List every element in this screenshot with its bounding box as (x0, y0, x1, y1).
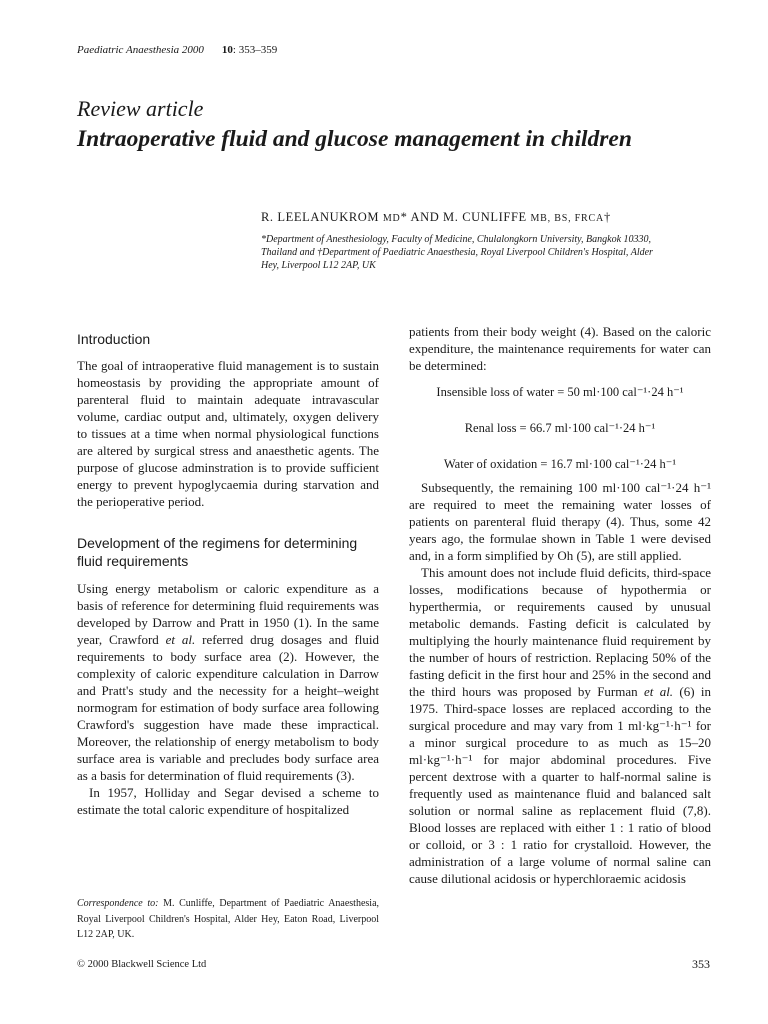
left-column (77, 329, 379, 818)
author-2-mark: † (604, 210, 611, 224)
author-1-degree: MD (382, 213, 401, 224)
development-paragraph-1: Using energy metabolism or caloric expenditure as a basis of reference for determining fluid requirements was developed by Darrow and Pratt in 1950 (1). In the same year, Crawford et al. referred drug dosages and fluid requirements to body surface area (2). However, the complexity of caloric expenditure calculation in Darrow and Pratt's study and the necessity for a height–weight normogram for estimation of body surface area following Crawford's suggestion have made these impractical. Moreover, the relationship of energy metabolism to body surface area is variable and precludes body surface area as a basis for determination of fluid requirements (3). (77, 581, 379, 783)
intro-heading: Introduction (77, 331, 151, 347)
copyright: © 2000 Blackwell Science Ltd (77, 959, 207, 970)
journal-volume: 10 (221, 44, 233, 56)
correspondence-note (77, 896, 379, 943)
author-1: R. LEELANUKROM (261, 210, 383, 224)
development-heading: Development of the regimens for determining fluid requirements (77, 535, 358, 569)
equation-insensible-loss: Insensible loss of water = 50 ml·100 cal⁻¹·24 h⁻¹ (436, 385, 684, 399)
journal-pages: : 353–359 (232, 44, 278, 56)
page-number: 353 (692, 957, 710, 971)
journal-volume-pages (222, 44, 277, 56)
deficit-paragraph: This amount does not include fluid deficits, third-space losses, modifications because of hypothermia or hyperthermia, or requirements caused by unusual metabolic demands. Fasting deficit is calculated by multiplying the hourly maintenance fluid requirement by the number of hours of restriction. Replacing 50% of the fasting deficit in the first hour and 25% in the second and the third hours was proposed by Furman et al. (6) in 1975. Third-space losses are replaced according to the surgical procedure and may vary from 1 ml·kg⁻¹·h⁻¹ for a minor surgical procedure to as much as 15–20 ml·kg⁻¹·h⁻¹ for major abdominal procedures. Five percent dextrose with a quarter to half-normal saline is frequently used as maintenance fluid and balanced salt solution or normal saline as replacement fluid (7,8). Blood losses are replaced with either 1 : 1 ratio of blood or colloid, or 3 : 1 ratio for crystalloid. However, the administration of a large volume of normal saline can cause dilutional acidosis or hyperchloraemic acidosis (409, 565, 711, 886)
author-2: * AND M. CUNLIFFE (400, 210, 531, 224)
development-paragraph-2: In 1957, Holliday and Segar devised a scheme to estimate the total caloric expenditure of hospitalized (77, 785, 379, 817)
journal-name: Paediatric Anaesthesia 2000 (77, 44, 204, 56)
article-type: Review article (77, 96, 204, 121)
equation-renal-loss: Renal loss = 66.7 ml·100 cal⁻¹·24 h⁻¹ (464, 421, 656, 435)
affiliation: *Department of Anesthesiology, Faculty of Medicine, Chulalongkorn University, Bangkok 10330, Thailand and †Department of Paediatric Anaesthesia, Royal Liverpool Children's Hospital, Alder Hey, Liverpool L12 2AP, UK (261, 234, 653, 271)
subsequently-paragraph: Subsequently, the remaining 100 ml·100 cal⁻¹·24 h⁻¹ are required to meet the remaining water losses of patients on parenteral fluid therapy (4). Thus, some 42 years ago, the formulae shown in Table 1 were devised and, in a form simplified by Oh (5), are still applied. (409, 480, 711, 563)
author-list (261, 210, 611, 225)
author-2-degree: MB, BS, FRCA (530, 213, 605, 224)
correspondence-text: M. Cunliffe, Department of Paediatric Anaesthesia, Royal Liverpool Children's Hospital, Alder Hey, Eaton Road, Liverpool L12 2AP, UK. (77, 898, 380, 940)
right-column (409, 323, 711, 887)
article-title: Intraoperative fluid and glucose management in children (77, 126, 632, 152)
equation-water-oxidation: Water of oxidation = 16.7 ml·100 cal⁻¹·24 h⁻¹ (443, 457, 677, 471)
intro-paragraph: The goal of intraoperative fluid management is to sustain homeostasis by providing the appropriate amount of parenteral fluid to maintain adequate intravascular volume, cardiac output and, ultimately, oxygen delivery to tissues at a time when normal physiological functions are altered by surgical stress and anaesthetic agents. The purpose of glucose adminstration is to provide sufficient energy to prevent hypoglycaemia during starvation and the perioperative period. (77, 358, 379, 509)
correspondence-label: Correspondence to: (77, 898, 159, 909)
caloric-paragraph: patients from their body weight (4). Based on the caloric expenditure, the maintenance requirements for water can be determined: (409, 324, 711, 373)
journal-header (77, 44, 277, 56)
